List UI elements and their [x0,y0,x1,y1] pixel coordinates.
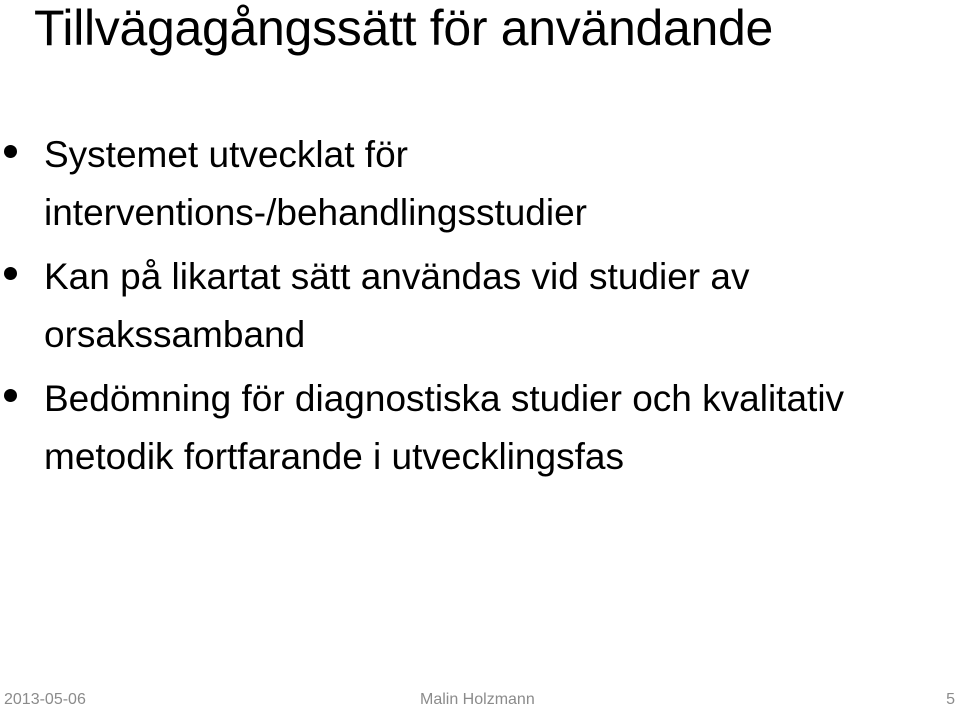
bullet-icon [4,389,17,402]
bullet-text: Bedömning för diagnostiska studier och kvalitativ metodik fortfarande i utvecklingsfas [44,378,845,477]
bullet-text: Systemet utvecklat för interventions-/behandlingsstudier [44,134,588,233]
bullet-icon [4,145,17,158]
bullet-icon [4,267,17,280]
page-number: 5 [946,691,955,708]
bullet-list [0,126,960,492]
bullet-text: Kan på likartat sätt användas vid studier av orsakssamband [44,256,750,355]
bullet-item [0,126,960,242]
footer-author: Malin Holzmann [420,691,535,708]
bullet-item [0,248,960,364]
slide-title: Tillvägagångssätt för användande [34,0,774,56]
bullet-item [0,370,960,486]
footer [0,689,960,711]
footer-date: 2013-05-06 [4,691,86,708]
